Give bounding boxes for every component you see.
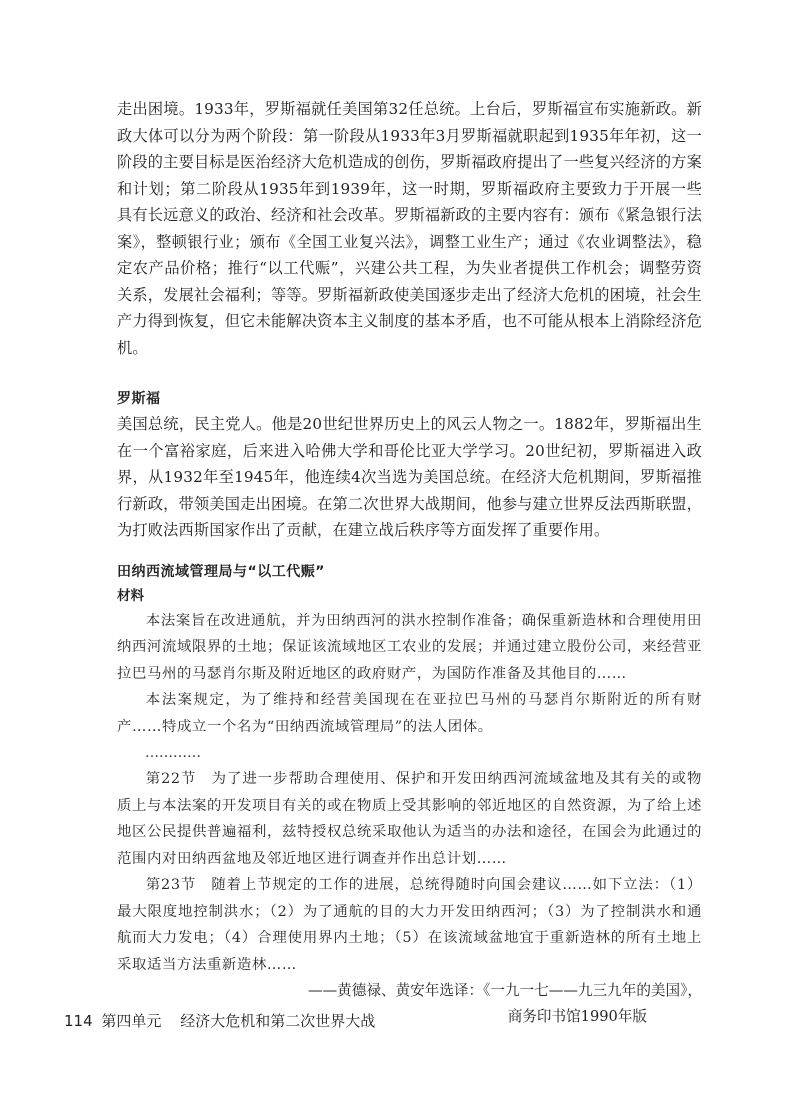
source-citation: ——黄德禄、黄安年选译：《一九一七——九三九年的美国》， — [307, 982, 702, 999]
section-23-paragraph: 第23节 随着上节规定的工作的进展，总统得随时向国会建议……如下立法：（1）最大限度地控制洪水；（2）为了通航的目的大力开发田纳西河；（3）为了控制洪水和通航而大力发电；（4）合理使用界内土地；（5）在该流域盆地宜于重新造林的所有土地上采取适当方法重新造林…… — [117, 877, 702, 973]
material-paragraph: 本法案旨在改进通航，并为田纳西河的洪水控制作准备；确保重新造林和合理使用田纳西河流域限界的土地；保证该流域地区工农业的发展；并通过建立股份公司，来经营亚拉巴马州的马瑟肖尔斯及附近地区的政府财产，为国防作准备及其他目的…… — [117, 612, 702, 682]
page-footer — [64, 1010, 375, 1032]
material-ellipsis: ………… — [145, 745, 201, 761]
page-content — [117, 96, 702, 1030]
material-label: 材料 — [117, 587, 144, 604]
new-deal-paragraph: 走出困境。1933年，罗斯福就任美国第32任总统。上台后，罗斯福宣布实施新政。新政大体可以分为两个阶段：第一阶段从1933年3月罗斯福就职起到1935年年初，这一阶段的主要目标是医治经济大危机造成的创伤，罗斯福政府提出了一些复兴经济的方案和计划；第二阶段从1935年到1939年，这一时期，罗斯福政府主要致力于开展一些具有长远意义的政治、经济和社会改革。罗斯福新政的主要内容有：颁布《紧急银行法案》，整顿银行业；颁布《全国工业复兴法》，调整工业生产；通过《农业调整法》，稳定农产品价格；推行“以工代赈”，兴建公共工程，为失业者提供工作机会；调整劳资关系，发展社会福利；等等。罗斯福新政使美国逐步走出了经济大危机的困境，社会生产力得到恢复，但它未能解决资本主义制度的基本矛盾，也不可能从根本上消除经济危机。 — [117, 100, 702, 357]
material-box — [117, 560, 702, 1031]
spacer — [117, 361, 702, 387]
spacer — [117, 544, 702, 560]
unit-label: 第四单元 — [101, 1012, 162, 1030]
material-box-title: 田纳西流域管理局与“以工代赈” — [117, 563, 325, 580]
biography-title: 罗斯福 — [117, 391, 161, 407]
biography-box — [117, 387, 702, 544]
section-22-paragraph: 第22节 为了进一步帮助合理使用、保护和开发田纳西河流域盆地及其有关的或物质上与本法案的开发项目有关的或在物质上受其影响的邻近地区的自然资源，为了给上述地区公民提供普遍福利，兹特授权总统采取他认为适当的办法和途径，在国会为此通过的范围内对田纳西盆地及邻近地区进行调查并作出总计划…… — [117, 771, 702, 867]
material-paragraph: 本法案规定，为了维持和经营美国现在在亚拉巴马州的马瑟肖尔斯附近的所有财产……特成立一个名为“田纳西流域管理局”的法人团体。 — [117, 692, 702, 735]
unit-title: 经济大危机和第二次世界大战 — [180, 1012, 376, 1030]
source-publisher: 商务印书馆1990年版 — [507, 1008, 647, 1025]
page-number: 114 — [64, 1012, 93, 1030]
biography-text: 美国总统，民主党人。他是20世纪世界历史上的风云人物之一。1882年，罗斯福出生在一个富裕家庭，后来进入哈佛大学和哥伦比亚大学学习。20世纪初，罗斯福进入政界，从1932年至1945年，他连续4次当选为美国总统。在经济大危机期间，罗斯福推行新政，带领美国走出困境。在第二次世界大战期间，他参与建立世界反法西斯联盟，为打败法西斯国家作出了贡献，在建立战后秩序等方面发挥了重要作用。 — [117, 415, 702, 539]
